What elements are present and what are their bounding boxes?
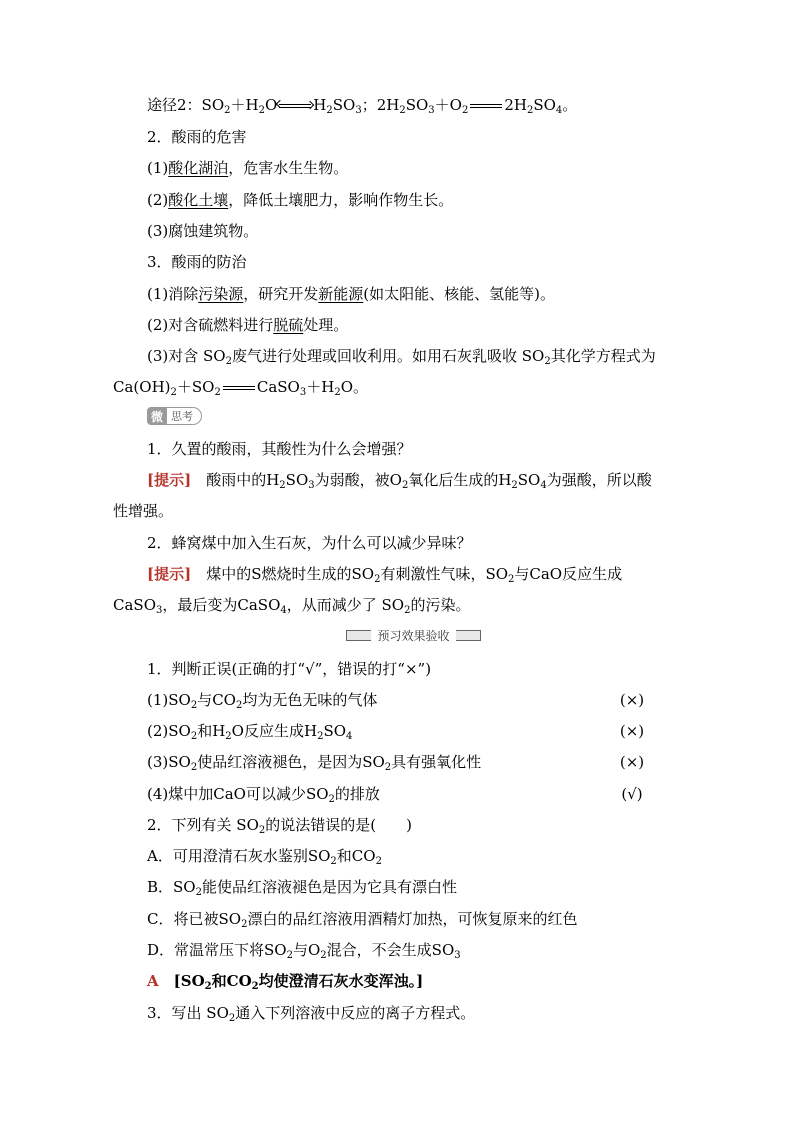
mc-option-d: D．常温常压下将$SO_2$与$O_2$混合，不会生成$SO_3$ [147, 941, 461, 961]
judge-heading: 1．判断正误(正确的打“√”，错误的打“×”) [147, 660, 432, 678]
lime-equation: $Ca(OH)_2+SO_2$ $CaSO_3+H_2O$。 [113, 378, 368, 398]
question-3: 3．写出 $SO_2$通入下列溶液中反应的离子方程式。 [147, 1004, 476, 1024]
judge-mark-4: (√) [621, 785, 643, 803]
badge-label: 思考 [167, 407, 202, 425]
reversible-arrow [277, 95, 313, 115]
route2-equations: 途径2：$SO_2+H_2O$ $H_2SO_3$；$2H_2SO_3+O_2$ $2H_2SO_4$。 [147, 96, 578, 116]
think-answer-2-cont: CaSO$_3$，最后变为CaSO$_4$，从而减少了 $SO_2$的污染。 [113, 596, 471, 616]
judge-mark-2: (×) [619, 722, 645, 740]
hint-label: [提示] [147, 471, 192, 489]
badge-icon: 微 [147, 407, 167, 425]
route2-label: 途径2： [147, 96, 202, 114]
prevent-item-2: (2)对含硫燃料进行脱硫处理。 [147, 316, 349, 334]
judge-item-3: $(3)SO_2$使品红溶液褪色，是因为$SO_2$具有强氧化性 [147, 753, 482, 773]
judge-item-1: $(1)SO_2$与$CO_2$均为无色无味的气体 [147, 691, 378, 711]
judge-mark-3: (×) [619, 753, 645, 771]
think-answer-1: [提示] 酸雨中的$H_2SO_3$为弱酸，被$O_2$氧化后生成的$H_2SO_4$为强酸，所以酸 [147, 471, 652, 491]
equals-sign [468, 95, 504, 115]
mc-option-a: A．可用澄清石灰水鉴别$SO_2$和$CO_2$ [147, 847, 382, 867]
judge-item-2: $(2)SO_2$和$H_2O$反应生成$H_2SO_4$ [147, 722, 353, 742]
prevent-heading: 3．酸雨的防治 [147, 253, 247, 271]
judge-item-4: (4)煤中加CaO可以减少$SO_2$的排放 [147, 785, 380, 805]
think-answer-1-cont: 性增强。 [113, 502, 174, 520]
section-banner [346, 627, 481, 643]
think-answer-2: [提示] 煤中的S燃烧时生成的$SO_2$有刺激性气味，$SO_2$与CaO反应生成 [147, 565, 623, 585]
harm-item-3: (3)腐蚀建筑物。 [147, 222, 259, 240]
hint-label: [提示] [147, 565, 192, 583]
harm-heading: 2．酸雨的危害 [147, 128, 247, 146]
think-question-1: 1．久置的酸雨，其酸性为什么会增强？ [147, 440, 412, 458]
mc-stem: 2．下列有关 $SO_2$的说法错误的是( ) [147, 816, 412, 836]
mc-option-c: C．将已被$SO_2$漂白的品红溶液用酒精灯加热，可恢复原来的红色 [147, 910, 578, 930]
mc-answer: A [$SO_2$和$CO_2$均使澄清石灰水变浑浊。] [147, 972, 424, 992]
mc-answer-letter: A [147, 972, 159, 990]
prevent-item-1: (1)消除污染源，研究开发新能源(如太阳能、核能、氢能等)。 [147, 285, 556, 303]
judge-mark-1: (×) [619, 691, 645, 709]
equals-sign [221, 377, 257, 397]
section-banner-label: 预习效果验收 [371, 627, 455, 644]
prevent-item-3: (3)对含 $SO_2$废气进行处理或回收利用。如用石灰乳吸收 $SO_2$其化学方程式为 [147, 347, 656, 367]
mc-option-b: B．$SO_2$能使品红溶液褪色是因为它具有漂白性 [147, 878, 457, 898]
think-badge [147, 407, 202, 425]
think-question-2: 2．蜂窝煤中加入生石灰，为什么可以减少异味？ [147, 534, 472, 552]
harm-item-2: (2)酸化土壤，降低土壤肥力，影响作物生长。 [147, 191, 454, 209]
harm-item-1: (1)酸化湖泊，危害水生生物。 [147, 159, 349, 177]
